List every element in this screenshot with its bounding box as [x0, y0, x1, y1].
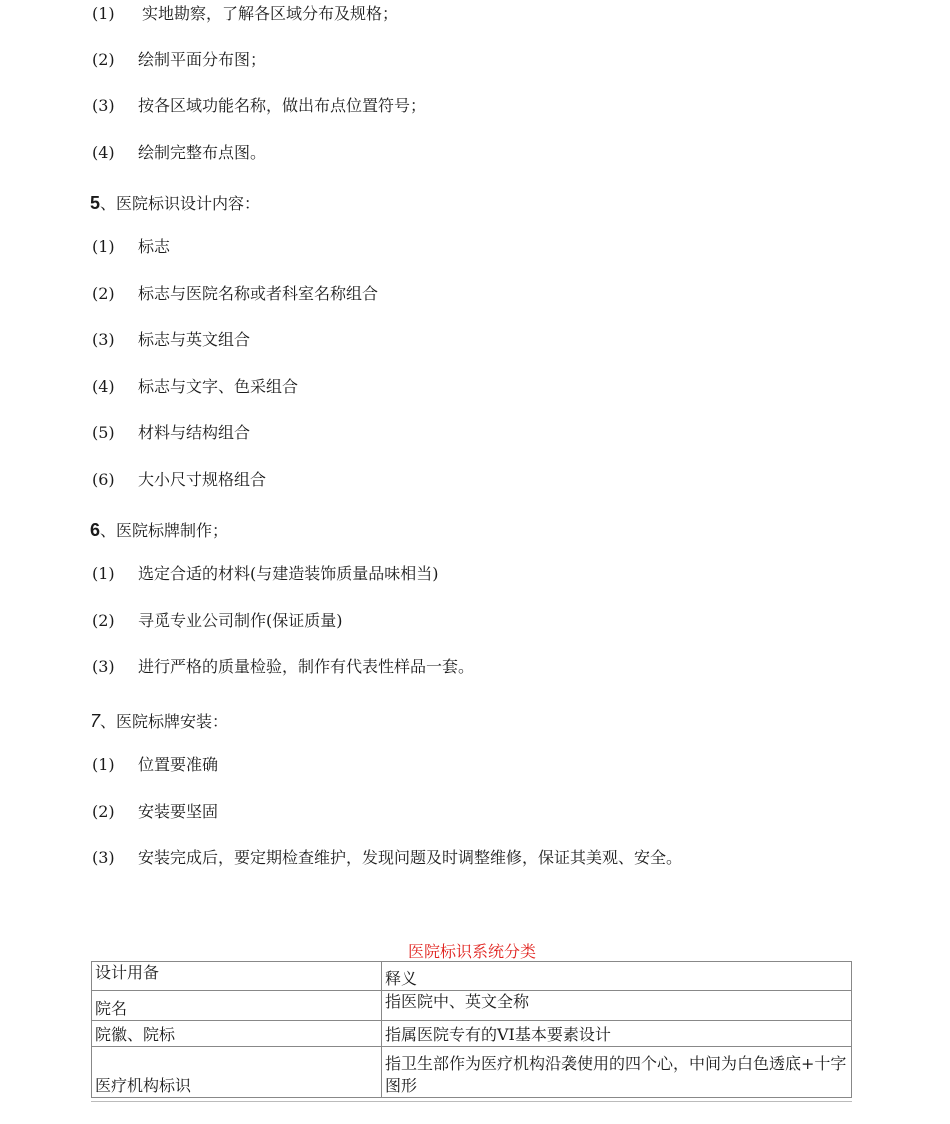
item-text: 按各区域功能名称，做出布点位置符号； [138, 96, 427, 115]
item-text: 位置要准确 [138, 755, 219, 774]
item-text: 安装完成后，要定期检查维护，发现问题及时调整维修，保证其美观、安全。 [138, 848, 683, 867]
table-title: 医院标识系统分类 [407, 942, 536, 961]
item-number: (5) [92, 423, 115, 442]
s4-item-1 [92, 4, 398, 24]
header-cell-meaning: 释义 [382, 962, 852, 991]
item-number: (3) [92, 848, 115, 867]
item-text: 大小尺寸规格组合 [138, 470, 267, 489]
s6-item-3 [92, 657, 474, 677]
item-text: 寻觅专业公司制作(保证质量) [138, 611, 343, 630]
item-text: 标志 [138, 237, 171, 256]
section-number: 7 [90, 711, 101, 731]
item-text: 安装要坚固 [138, 802, 219, 821]
section-6-heading [90, 519, 228, 542]
s6-item-2 [92, 611, 343, 631]
s7-item-2 [92, 802, 218, 822]
item-text: 绘制平面分布图； [138, 50, 267, 69]
item-number: (1) [92, 4, 115, 23]
row-1-desc: 指医院中、英文全称 [382, 991, 852, 1021]
section-number: 5 [90, 193, 101, 213]
item-number: (2) [92, 50, 115, 69]
item-number: (2) [92, 802, 115, 821]
header-cell-design: 设计用备 [92, 962, 382, 991]
item-text: 选定合适的材料(与建造装饰质量品味相当) [138, 564, 439, 583]
s5-item-5 [92, 423, 250, 443]
item-number: (1) [92, 564, 115, 583]
s5-item-4 [92, 377, 298, 397]
item-text: 标志与文字、色采组合 [138, 377, 299, 396]
item-text: 实地勘察，了解各区域分布及规格； [142, 4, 399, 23]
section-title: 、医院标牌安装： [100, 712, 229, 731]
item-number: (4) [92, 143, 115, 162]
item-text: 绘制完整布点图。 [138, 143, 267, 162]
row-2-name: 院徽、院标 [92, 1021, 382, 1047]
item-number: (1) [92, 237, 115, 256]
item-number: (2) [92, 611, 115, 630]
item-number: (2) [92, 284, 115, 303]
item-text: 标志与英文组合 [138, 330, 251, 349]
row-1-name: 院名 [92, 991, 382, 1021]
s7-item-1 [92, 755, 218, 775]
item-number: (4) [92, 377, 115, 396]
item-number: (3) [92, 96, 115, 115]
table-bottom-rule [91, 1101, 852, 1102]
section-title: 、医院标识设计内容： [100, 194, 261, 213]
item-text: 标志与医院名称或者科室名称组合 [138, 284, 379, 303]
item-number: (3) [92, 657, 115, 676]
s4-item-2 [92, 50, 266, 70]
s5-item-2 [92, 284, 378, 304]
table-row [92, 1047, 852, 1098]
row-3-desc: 指卫生部作为医疗机构沿袭使用的四个心，中间为白色透底+十字图形 [382, 1047, 852, 1098]
item-text: 进行严格的质量检验，制作有代表性样品一套。 [138, 657, 475, 676]
s4-item-4 [92, 143, 266, 163]
section-title: 、医院标牌制作； [100, 521, 229, 540]
table-row [92, 1021, 852, 1047]
s5-item-1 [92, 237, 170, 257]
s6-item-1 [92, 564, 439, 584]
item-number: (3) [92, 330, 115, 349]
row-3-name: 医疗机构标识 [92, 1047, 382, 1098]
s5-item-3 [92, 330, 250, 350]
table-row [92, 991, 852, 1021]
section-5-heading [90, 192, 260, 215]
section-7-heading [90, 710, 228, 733]
s4-item-3 [92, 96, 426, 116]
classification-table [91, 961, 852, 1098]
item-number: (1) [92, 755, 115, 774]
section-number: 6 [90, 520, 101, 540]
s7-item-3 [92, 848, 682, 868]
row-2-desc: 指属医院专有的VI基本要素设计 [382, 1021, 852, 1047]
item-text: 材料与结构组合 [138, 423, 251, 442]
s5-item-6 [92, 470, 266, 490]
item-number: (6) [92, 470, 115, 489]
table-header-row [92, 962, 852, 991]
